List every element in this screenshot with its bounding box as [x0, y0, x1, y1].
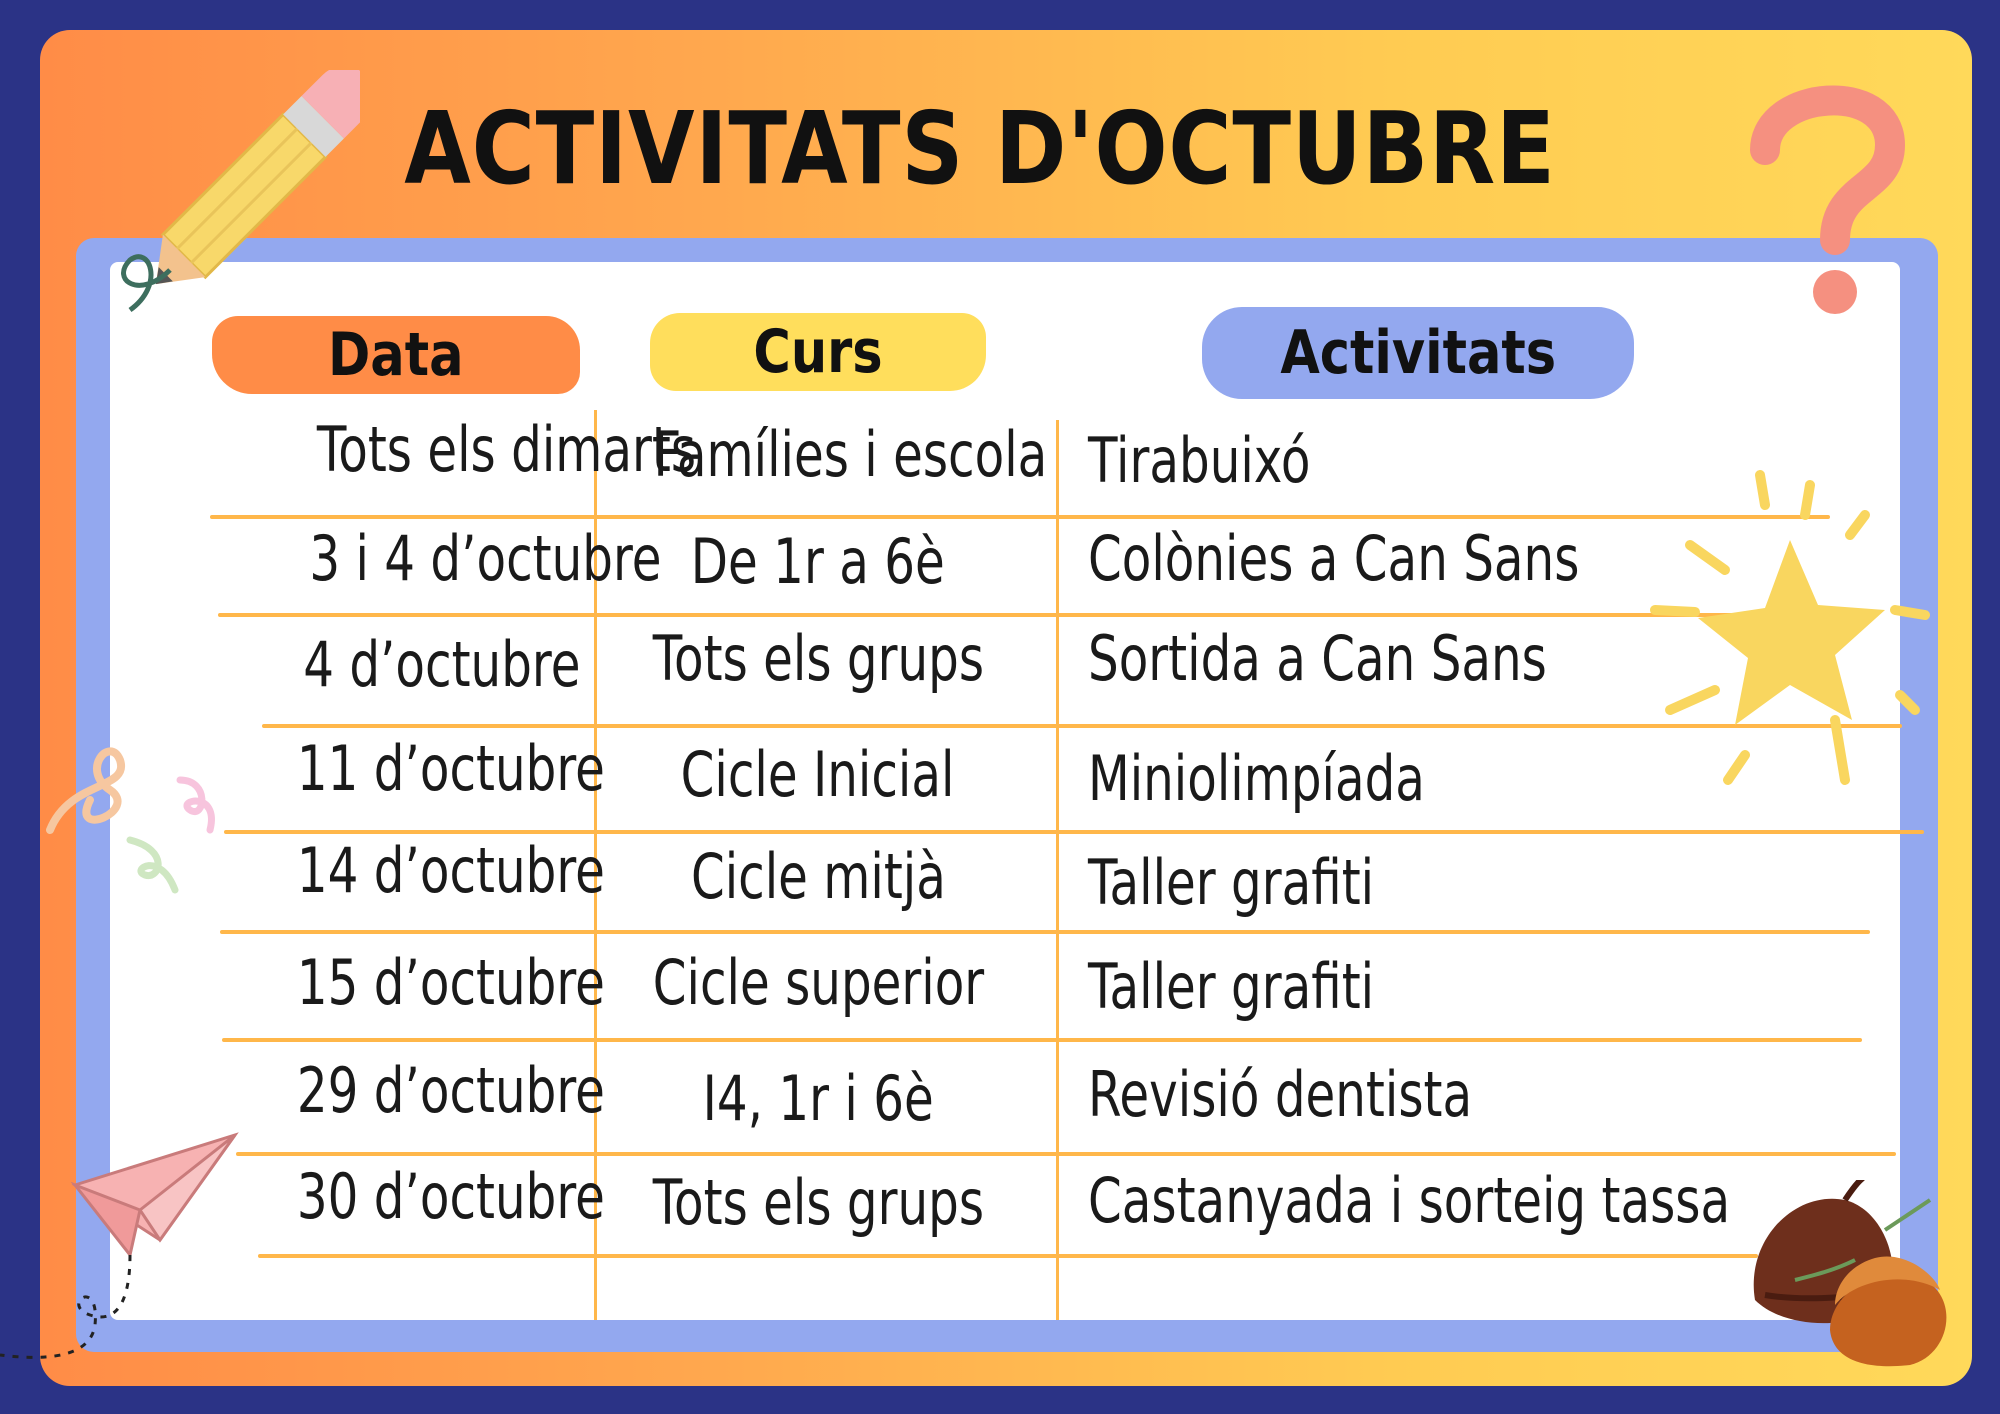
row-1-curs: Famílies i escola: [653, 418, 1048, 491]
header-curs: [650, 313, 986, 391]
row-7-date: 29 d’octubre: [296, 1054, 605, 1127]
row-6-activitat: Taller grafiti: [1088, 950, 1375, 1023]
page-title: ACTIVITATS D'OCTUBRE: [404, 90, 1556, 207]
row-5-activitat: Taller grafiti: [1088, 846, 1375, 919]
row-4-curs: Cicle Inicial: [681, 738, 955, 811]
row-3-activitat: Sortida a Can Sans: [1088, 622, 1547, 695]
header-activitats: [1202, 307, 1634, 399]
row-7-curs: I4, 1r i 6è: [702, 1062, 934, 1135]
row-8-activitat: Castanyada i sorteig tassa: [1088, 1164, 1731, 1237]
row-7-activitat: Revisió dentista: [1088, 1058, 1473, 1131]
row-divider: [218, 613, 1878, 617]
row-3-curs: Tots els grups: [652, 622, 984, 695]
squiggle-icon: [40, 730, 230, 900]
row-2-activitat: Colònies a Can Sans: [1088, 522, 1580, 595]
row-divider: [222, 1038, 1862, 1042]
star-icon: [1640, 470, 1940, 810]
pencil-icon: [60, 70, 360, 330]
row-2-date: 3 i 4 d’octubre: [309, 522, 662, 595]
chestnut-icon: [1735, 1180, 1965, 1370]
row-4-activitat: Miniolimpíada: [1088, 742, 1425, 815]
paper-plane-icon: [0, 1125, 250, 1375]
row-1-date: Tots els dimarts: [316, 413, 697, 486]
column-divider-2: [1056, 420, 1059, 1320]
row-1-activitat: Tirabuixó: [1088, 424, 1311, 497]
header-curs-label: Curs: [753, 317, 883, 387]
row-divider: [210, 515, 1830, 519]
row-4-date: 11 d’octubre: [296, 732, 605, 805]
header-data-label: Data: [328, 320, 464, 390]
row-divider: [258, 1254, 1758, 1258]
row-6-date: 15 d’octubre: [296, 946, 605, 1019]
row-5-date: 14 d’octubre: [296, 834, 605, 907]
row-divider: [220, 930, 1870, 934]
row-8-curs: Tots els grups: [652, 1166, 984, 1239]
row-6-curs: Cicle superior: [652, 946, 984, 1019]
header-activitats-label: Activitats: [1280, 318, 1556, 388]
question-mark-icon: [1740, 80, 1920, 330]
row-3-date: 4 d’octubre: [302, 628, 580, 701]
row-5-curs: Cicle mitjà: [690, 840, 946, 913]
row-8-date: 30 d’octubre: [296, 1160, 605, 1233]
row-divider: [236, 1152, 1896, 1156]
row-2-curs: De 1r a 6è: [691, 525, 945, 598]
